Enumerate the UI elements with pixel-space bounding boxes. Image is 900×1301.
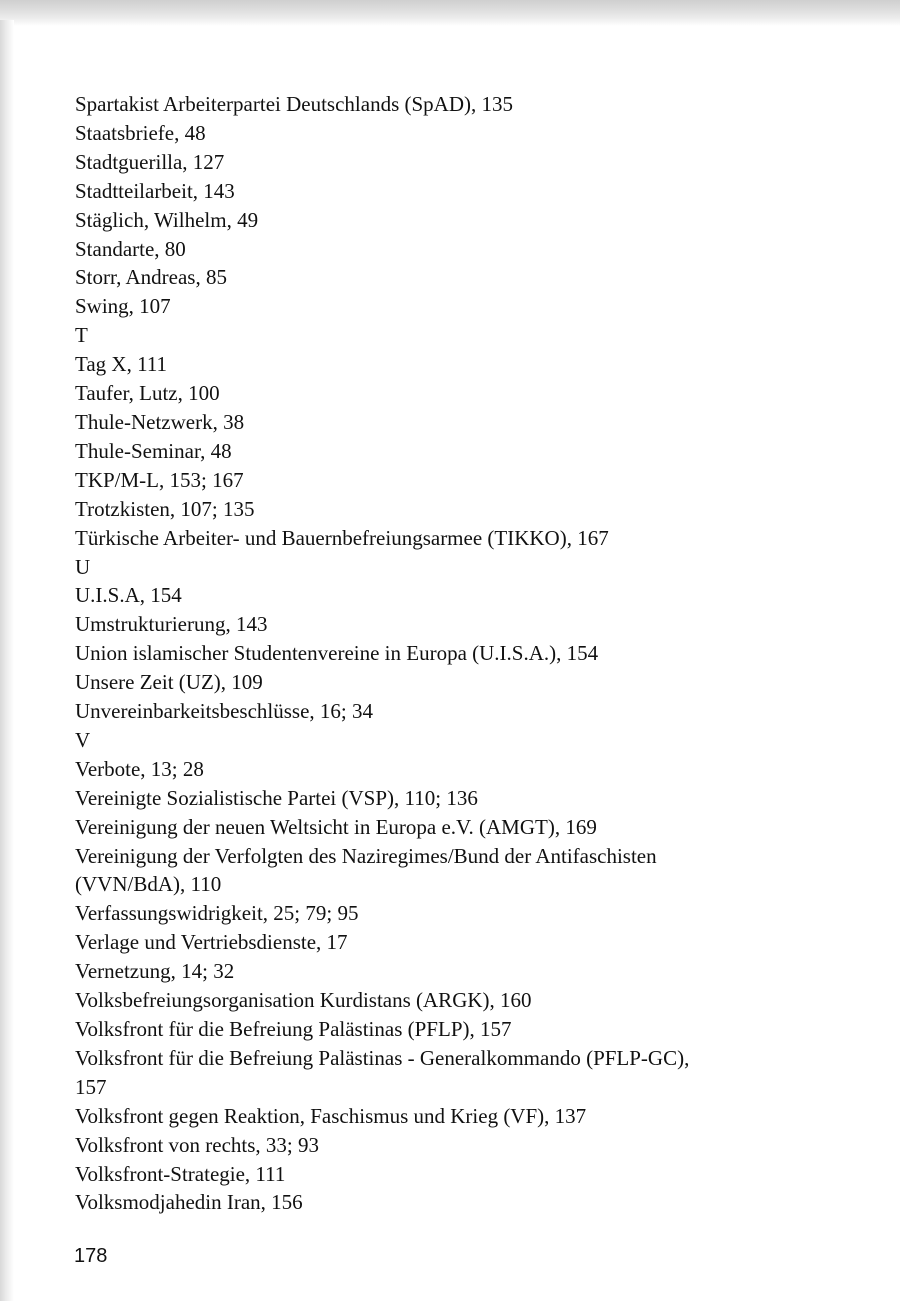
index-entry: Vernetzung, 14; 32 — [75, 959, 235, 984]
index-entry: Volksfront gegen Reaktion, Faschismus und Krieg (VF), 137 — [75, 1103, 587, 1128]
index-entry: Verfassungswidrigkeit, 25; 79; 95 — [75, 901, 359, 926]
index-entry: Taufer, Lutz, 100 — [75, 381, 220, 406]
page-number: 178 — [74, 1245, 108, 1267]
index-entry: Volksfront für die Befreiung Palästinas (PFLP), 157 — [75, 1017, 512, 1041]
index-entry: Spartakist Arbeiterpartei Deutschlands (SpAD), 135 — [75, 92, 513, 116]
index-entry: Volksmodjahedin Iran, 156 — [75, 1190, 303, 1215]
index-entry: Vereinigte Sozialistische Partei (VSP), 110; 136 — [75, 785, 478, 810]
index-entry-continuation: 157 — [75, 1074, 107, 1099]
index-entry: Thule-Seminar, 48 — [75, 438, 232, 463]
index-entry: Volksbefreiungsorganisation Kurdistans (ARGK), 160 — [75, 988, 532, 1013]
index-entry: Swing, 107 — [75, 294, 171, 319]
index-entry: Unvereinbarkeitsbeschlüsse, 16; 34 — [75, 699, 374, 724]
index-letter-heading: T — [75, 323, 88, 348]
index-entry: Vereinigung der Verfolgten des Naziregimes/Bund der Antifaschisten — [75, 843, 657, 868]
index-entry-list — [75, 90, 875, 1217]
index-entry: Stäglich, Wilhelm, 49 — [75, 207, 259, 232]
index-letter-heading: V — [75, 727, 91, 752]
index-entry: U.I.S.A, 154 — [75, 583, 182, 608]
index-entry: Tag X, 111 — [75, 352, 168, 377]
index-entry: Stadtteilarbeit, 143 — [75, 178, 235, 203]
index-letter-heading: U — [75, 554, 91, 579]
index-entry: Verlage und Vertriebsdienste, 17 — [75, 930, 348, 955]
index-entry: Stadtguerilla, 127 — [75, 149, 225, 174]
index-entry: Volksfront für die Befreiung Palästinas - Generalkommando (PFLP-GC), — [75, 1045, 690, 1070]
index-entry: Union islamischer Studentenvereine in Europa (U.I.S.A.), 154 — [75, 641, 599, 666]
index-entry: Umstrukturierung, 143 — [75, 612, 268, 637]
index-entry: Volksfront von rechts, 33; 93 — [75, 1132, 320, 1157]
index-entry: Trotzkisten, 107; 135 — [75, 496, 255, 521]
index-entry: Standarte, 80 — [75, 236, 186, 261]
index-entry: Thule-Netzwerk, 38 — [75, 409, 245, 434]
index-entry: Verbote, 13; 28 — [75, 756, 204, 781]
index-entry-continuation: (VVN/BdA), 110 — [75, 872, 222, 897]
index-entry: Storr, Andreas, 85 — [75, 265, 227, 290]
index-entry: Staatsbriefe, 48 — [75, 120, 206, 145]
index-entry: TKP/M-L, 153; 167 — [75, 467, 244, 492]
index-entry: Volksfront-Strategie, 111 — [75, 1161, 286, 1186]
index-entry: Vereinigung der neuen Weltsicht in Europa e.V. (AMGT), 169 — [75, 814, 597, 839]
index-entry: Türkische Arbeiter- und Bauernbefreiungsarmee (TIKKO), 167 — [75, 525, 609, 550]
index-entry: Unsere Zeit (UZ), 109 — [75, 670, 263, 695]
